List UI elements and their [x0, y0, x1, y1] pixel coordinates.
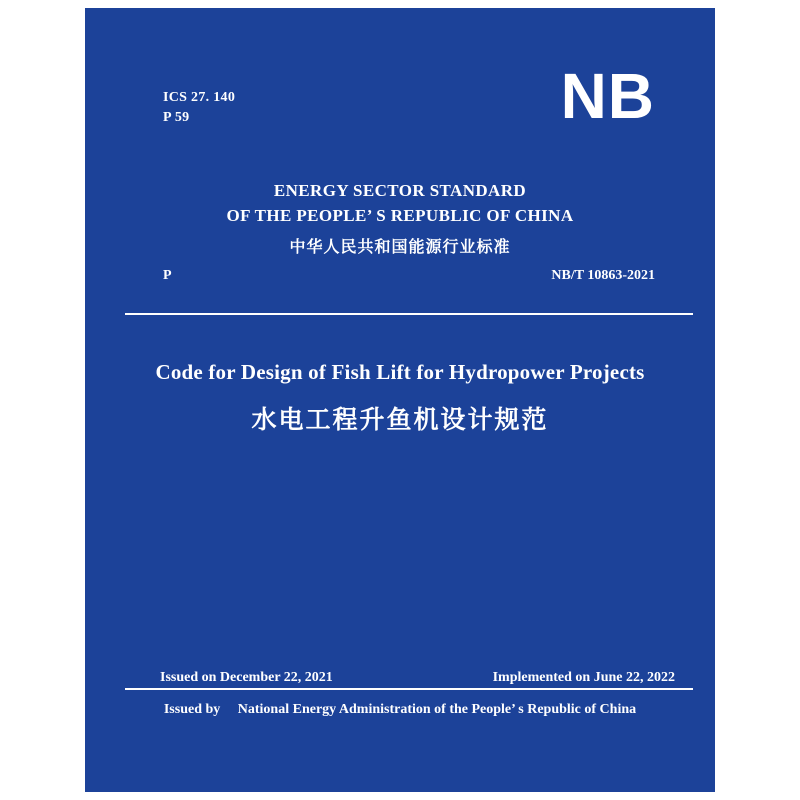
- issued-by-row: [85, 702, 715, 718]
- issued-date: Issued on December 22, 2021: [160, 670, 333, 685]
- document-title-cn: 水电工程升鱼机设计规范: [251, 407, 549, 434]
- nb-logo: NB: [560, 60, 655, 132]
- issuing-organization-cn: 中华人民共和国能源行业标准: [289, 239, 511, 256]
- standard-number: NB/T 10863-2021: [551, 268, 655, 283]
- divider-top: [125, 313, 693, 315]
- implemented-date: Implemented on June 22, 2022: [492, 670, 675, 685]
- ics-code: ICS 27. 140: [163, 90, 236, 105]
- document-title-en: Code for Design of Fish Lift for Hydropower Projects: [155, 360, 645, 384]
- organization-line-1: ENERGY SECTOR STANDARD: [273, 181, 527, 200]
- divider-bottom: [125, 688, 693, 690]
- organization-line-2: OF THE PEOPLE’ S REPUBLIC OF CHINA: [226, 206, 574, 225]
- standard-code-row: [163, 268, 655, 284]
- dates-row: [160, 670, 675, 686]
- classification-code: P 59: [163, 110, 190, 125]
- issuing-organization-en: [85, 178, 715, 228]
- issued-by-organization: National Energy Administration of the People’ s Republic of China: [237, 702, 637, 717]
- ics-block: [163, 88, 235, 128]
- category-letter: P: [163, 268, 172, 283]
- standard-cover: [85, 8, 715, 792]
- issued-by-label: Issued by: [163, 702, 221, 717]
